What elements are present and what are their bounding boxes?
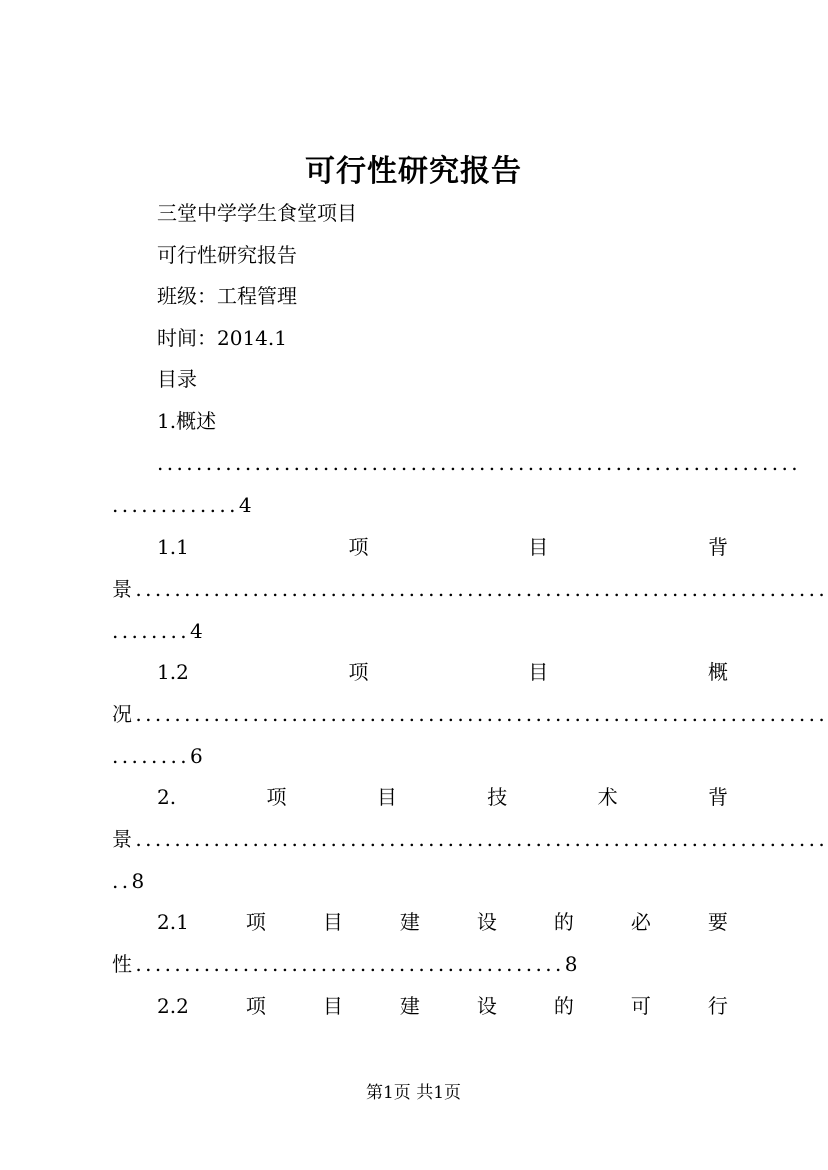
- toc-token: 2.2: [157, 994, 189, 1018]
- toc-entry-1-1-page: ........4: [112, 619, 207, 643]
- toc-token: 建: [399, 994, 420, 1018]
- toc-entry-2-title: [157, 782, 728, 812]
- toc-entry-1-leader: ..................................................................: [157, 451, 801, 475]
- project-name-line: 三堂中学学生食堂项目: [157, 201, 357, 225]
- toc-token: 项: [245, 910, 266, 934]
- toc-token: 项: [348, 535, 369, 559]
- toc-entry-1-1-leader: 景.......................................................................: [112, 577, 828, 601]
- toc-token: 设: [476, 994, 497, 1018]
- toc-entry-1-1-title: [157, 532, 728, 562]
- toc-token: 要: [707, 910, 728, 934]
- time-line: 时间：2014.1: [157, 326, 287, 350]
- toc-token: 必: [630, 910, 651, 934]
- document-title: 可行性研究报告: [305, 154, 522, 189]
- toc-entry-2-page: ..8: [112, 869, 148, 893]
- toc-entry-1-title: 1.概述: [157, 409, 217, 433]
- toc-entry-1-2-leader: 况.......................................................................: [112, 702, 828, 726]
- toc-token: 行: [707, 994, 728, 1018]
- toc-token: 2.: [157, 785, 177, 809]
- page-footer: 第1页 共1页: [365, 1083, 462, 1103]
- toc-token: 术: [597, 785, 618, 809]
- toc-token: 2.1: [157, 910, 189, 934]
- toc-token: 背: [707, 785, 728, 809]
- toc-token: 项: [245, 994, 266, 1018]
- toc-token: 目: [376, 785, 397, 809]
- toc-entry-2-1-title: [157, 907, 728, 937]
- toc-token: 建: [399, 910, 420, 934]
- toc-token: 概: [707, 660, 728, 684]
- toc-token: 1.1: [157, 535, 189, 559]
- toc-token: 目: [528, 660, 549, 684]
- toc-entry-1-page: .............4: [112, 493, 255, 517]
- toc-entry-2-1-leader: 性............................................8: [112, 952, 581, 976]
- toc-token: 目: [322, 994, 343, 1018]
- toc-heading: 目录: [157, 367, 197, 391]
- toc-entry-2-leader: 景.......................................................................: [112, 827, 828, 851]
- toc-token: 项: [266, 785, 287, 809]
- toc-token: 1.2: [157, 660, 189, 684]
- report-subtitle-line: 可行性研究报告: [157, 243, 297, 267]
- toc-token: 目: [322, 910, 343, 934]
- toc-token: 技: [487, 785, 508, 809]
- toc-entry-1-2-page: ........6: [112, 744, 207, 768]
- toc-entry-2-2-title: [157, 991, 728, 1021]
- toc-entry-1-2-title: [157, 657, 728, 687]
- toc-token: 可: [630, 994, 651, 1018]
- toc-token: 项: [348, 660, 369, 684]
- class-line: 班级：工程管理: [157, 284, 297, 308]
- toc-token: 目: [528, 535, 549, 559]
- toc-token: 的: [553, 910, 574, 934]
- toc-token: 的: [553, 994, 574, 1018]
- toc-token: 设: [476, 910, 497, 934]
- toc-token: 背: [707, 535, 728, 559]
